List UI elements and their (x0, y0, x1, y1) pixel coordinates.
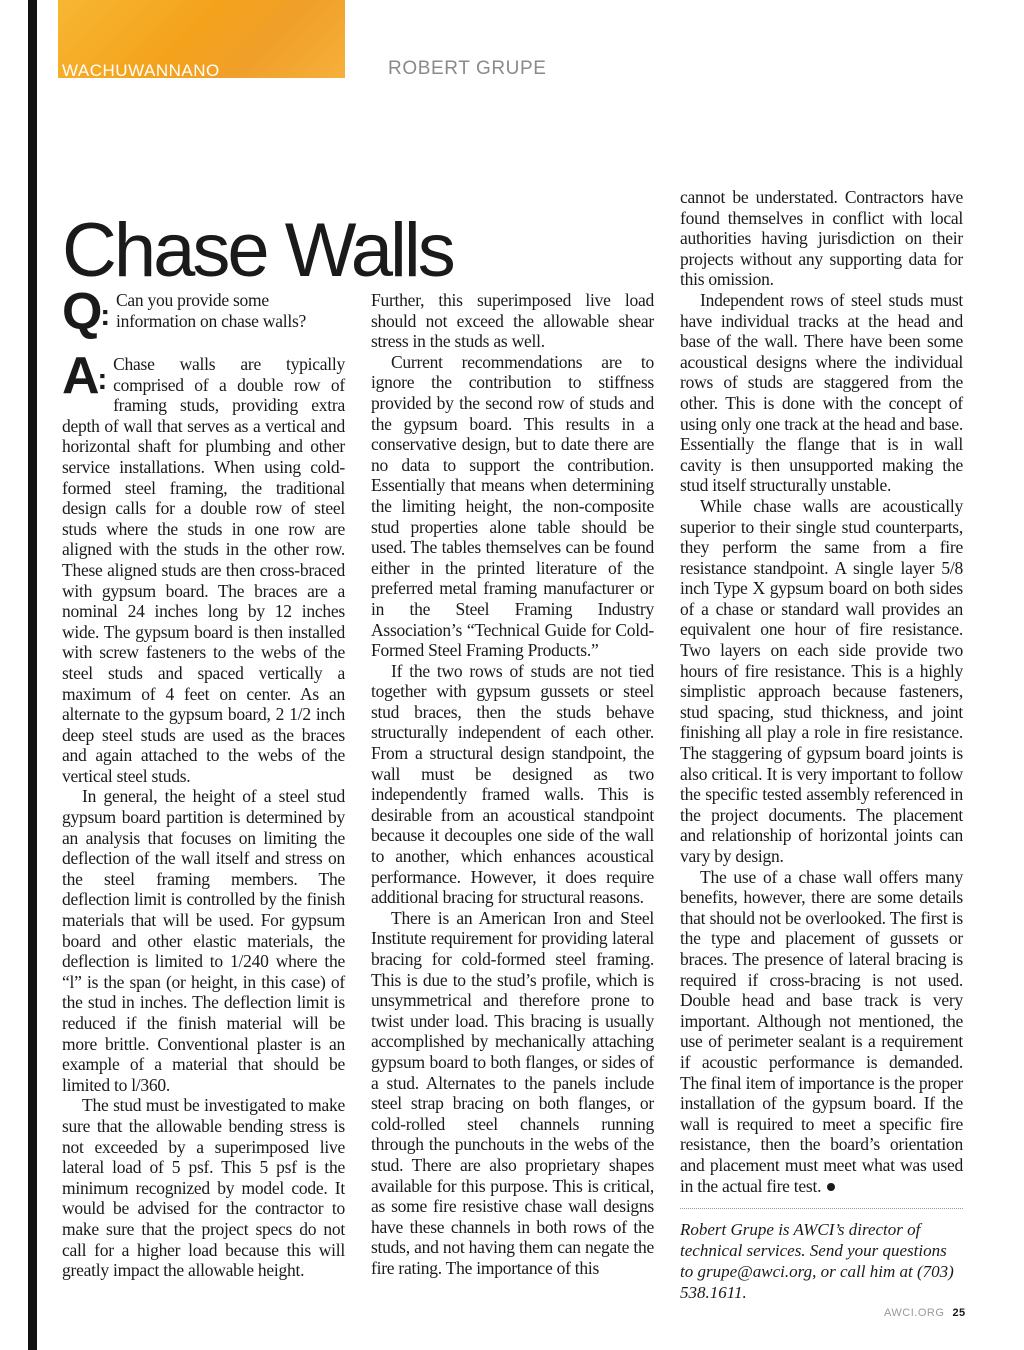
end-mark-icon (827, 1183, 835, 1191)
page-number: 25 (952, 1307, 966, 1319)
answer-block (62, 347, 345, 1281)
column-1 (62, 283, 345, 1281)
footer-site: AWCI.ORG (884, 1307, 945, 1319)
body-paragraph: cannot be understated. Contractors have found themselves in conflict with local authorities having jurisdiction on their projects without any supporting data for this omission. (680, 187, 963, 290)
a-dropcap: A: (62, 347, 108, 405)
article-title: Chase Walls (62, 207, 453, 293)
author-bio: Robert Grupe is AWCI’s director of technical services. Send your questions to grupe@awci.org, or call him at (703) 538.1611. (680, 1220, 954, 1302)
answer-paragraph: Chase walls are typically comprised of a double row of framing studs, providing extra depth of wall that serves as a vertical and horizontal shaft for plumbing and other service installations. When using cold-formed steel framing, the traditional design calls for a double row of steel studs where the studs in one row are aligned with the studs in the other row. These aligned studs are then cross-braced with gypsum board. The braces are a nominal 24 inches long by 12 inches wide. The gypsum board is then installed with screw fasteners to the webs of the steel studs and spaced vertically a maximum of 4 feet on center. As an alternate to the gypsum board, 2 1/2 inch deep steel studs are used as the braces and again attached to the webs of the vertical steel studs. (62, 354, 345, 786)
q-dropcap: Q: (62, 283, 110, 341)
column-3 (680, 187, 963, 1196)
body-paragraph: Current recommendations are to ignore the contribution to stiffness provided by the second row of studs and the gypsum board. This results in a conservative design, but to date there are no data to support the contribution. Essentially that means when determining the limiting height, the non-composite stud properties alone table should be used. The tables themselves can be found either in the printed literature of the preferred metal framing manufacturer or in the Steel Framing Industry Association’s “Technical Guide for Cold-Formed Steel Framing Products.” (371, 351, 654, 661)
body-paragraph: Independent rows of steel studs must have individual tracks at the head and base of the wall. There have been some acoustical designs where the individual rows of studs are staggered from the other. This is done with the concept of using only one track at the head and base. Essentially the flange that is in wall cavity is then unsupported making the stud itself structurally unstable. (680, 289, 963, 496)
body-paragraph: Further, this superimposed live load should not exceed the allowable shear stress in the studs as well. (371, 290, 654, 352)
body-paragraph: If the two rows of studs are not tied together with gypsum gussets or steel stud braces, then the studs behave structurally independent of each other. From a structural design standpoint, the wall must be designed as two independently framed walls. This is desirable from an acoustical standpoint because it decouples one side of the wall to another, which enhances acoustical performance. However, it does require additional bracing for structural reasons. (371, 660, 654, 908)
body-paragraph: While chase walls are acoustically superior to their single stud counterparts, they perform the same from a fire resistance standpoint. A single layer 5/8 inch Type X gypsum board on both sides of a chase or standard wall provides an equivalent one hour of fire resistance. Two layers on each side provide two hours of fire resistance. This is a highly simplistic approach because fasteners, stud spacing, stud thickness, and joint finishing all play a role in fire resistance. The staggering of gypsum board joints is also critical. It is very important to follow the specific tested assembly referenced in the project documents. The placement and relationship of horizontal joints can vary by design. (680, 495, 963, 866)
final-paragraph-text: The use of a chase wall offers many benefits, however, there are some details that should not be overlooked. The first is the type and placement of gussets or braces. The presence of lateral bracing is required if cross-bracing is not used. Double head and base track is very important. Although not mentioned, the use of perimeter sealant is a requirement if acoustic performance is demanded. The final item of importance is the proper installation of the gypsum board. If the wall is required to meet a specific fire resistance, then the board’s orientation and placement must meet what was used in the actual fire test. (680, 866, 963, 1196)
answer-paragraph: In general, the height of a steel stud gypsum board partition is determined by an analysis that focuses on limiting the deflection of the wall itself and stress on the steel framing members. The deflection limit is controlled by the finish materials that will be used. For gypsum board and other elastic materials, the deflection is limited to 1/240 where the “l” is the span (or height, in this case) of the stud in inches. The deflection limit is reduced if the finish material will be more brittle. Conventional plaster is an example of a material that should be limited to l/360. (62, 786, 345, 1095)
page-spine-bar (28, 0, 37, 1350)
column-2 (371, 290, 654, 1279)
answer-paragraph: The stud must be investigated to make sure that the allowable bending stress is not exceeded by a superimposed live lateral load of 5 psf. This 5 psf is the minimum recognized by model code. It would be advised for the contractor to make sure that the project specs do not call for a higher load because this will greatly impact the allowable height. (62, 1095, 345, 1281)
bio-divider (680, 1208, 963, 1209)
question-text: Can you provide some information on chase walls? (115, 290, 307, 331)
header-author: ROBERT GRUPE (388, 58, 547, 79)
question-block (62, 283, 345, 341)
section-tag: WACHUWANNANO (62, 61, 220, 80)
page-footer (884, 1307, 966, 1319)
body-paragraph: There is an American Iron and Steel Institute requirement for providing lateral bracing for cold-formed steel framing. This is due to the stud’s profile, which is unsymmetrical and therefore prone to twist under load. This bracing is usually accomplished by mechanically attaching gypsum board to both flanges, or sides of a stud. Alternates to the panels include steel strap bracing on both flanges, or cold-rolled steel channels running through the punchouts in the webs of the stud. There are also proprietary shapes available for this purpose. This is critical, as some fire resistive chase wall designs have these channels in both rows of the studs, and not having them can negate the fire rating. The importance of this (371, 907, 654, 1278)
body-paragraph-final (680, 867, 963, 1197)
